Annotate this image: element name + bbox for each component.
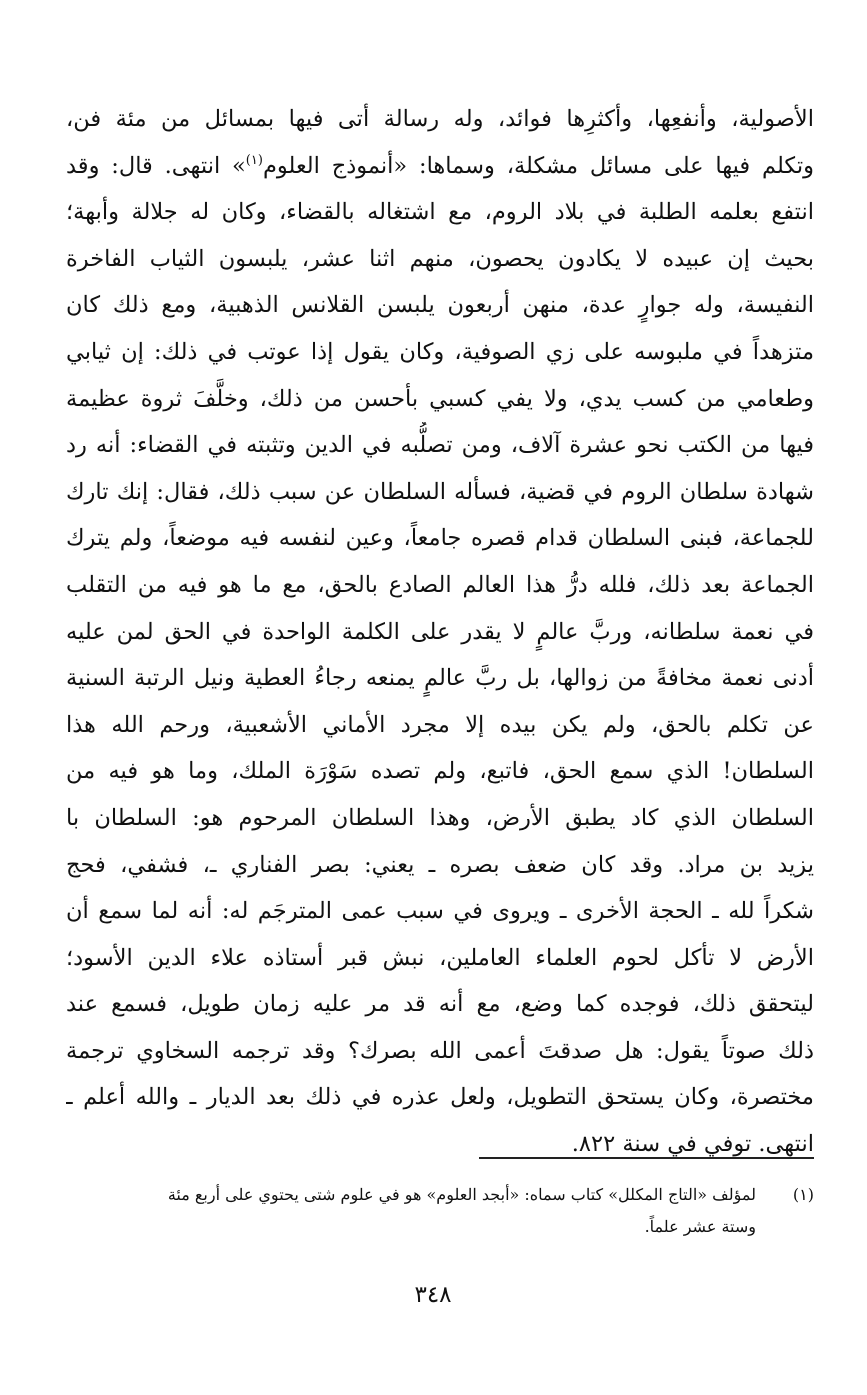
text-line-22: مختصرة، وكان يستحق التطويل، ولعل عذره في ذلك بعد الديار ـ والله أعلم ـ (66, 1084, 814, 1111)
text-line-6: متزهداً في ملبوسه على زي الصوفية، وكان يقول إذا عوتب في ذلك: إن ثيابي (66, 338, 814, 365)
footnote (66, 1179, 814, 1243)
text-line-12: في نعمة سلطانه، وربَّ عالمٍ لا يقدر على الكلمة الواحدة في الحق لمن عليه (66, 618, 814, 645)
text-line-20: ليتحقق ذلك، فوجده كما وضع، مع أنه قد مر عليه زمان طويل، فسمع عند (66, 991, 814, 1018)
footnote-separator (479, 1157, 814, 1159)
text-line-8: فيها من الكتب نحو عشرة آلاف، ومن تصلُّبه في الدين وتثبته في القضاء: أنه رد (66, 432, 814, 459)
text-line-14: عن تكلم بالحق، ولم يكن بيده إلا مجرد الأماني الأشعبية، ورحم الله هذا (66, 711, 814, 738)
footnote-line-2: وستة عشر علماً. (644, 1217, 756, 1236)
text-line-2 (66, 143, 814, 190)
text-line-16: السلطان الذي كاد يطبق الأرض، وهذا السلطان المرحوم هو: السلطان با (66, 804, 814, 831)
text-line-23: انتهى. توفي في سنة ٨٢٢. (571, 1131, 814, 1158)
text-line-18: شكراً لله ـ الحجة الأخرى ـ ويروى في سبب عمى المترجَم له: أنه لما سمع أن (66, 898, 814, 925)
text-line-21: ذلك صوتاً يقول: هل صدقتَ أعمى الله بصرك؟ وقد ترجمه السخاوي ترجمة (66, 1037, 814, 1064)
text-line-7: وطعامي من كسب يدي، ولا يفي كسبي بأحسن من ذلك، وخلَّفَ ثروة عظيمة (66, 385, 814, 412)
text-line-19: الأرض لا تأكل لحوم العلماء العاملين، نبش قبر أستاذه علاء الدين الأسود؛ (66, 944, 814, 971)
footnote-line-1 (66, 1179, 814, 1211)
page-number: ٣٤٨ (414, 1282, 452, 1308)
text-line-2-end: وقد (66, 152, 100, 179)
text-line-13: أدنى نعمة مخافةً من زوالها، بل ربَّ عالمٍ يمنعه رجاءُ العطية ونيل الرتبة السنية (66, 665, 814, 692)
text-line-9: شهادة سلطان الروم في قضية، فسأله السلطان عن سبب ذلك، فقال: إنك تارك (66, 478, 814, 505)
footnote-number: (١) (792, 1185, 814, 1204)
footnote-text-1: لمؤلف «التاج المكلل» كتاب سماه: «أبجد العلوم» هو في علوم شتى يحتوي على أربع مئة (167, 1185, 756, 1204)
text-line-3: انتفع بعلمه الطلبة في بلاد الروم، مع اشتغاله بالقضاء، وكان له جلالة وأبهة؛ (66, 199, 814, 226)
main-text (66, 96, 814, 1168)
text-line-2-middle: » انتهى. قال: (111, 152, 246, 179)
text-line-10: للجماعة، فبنى السلطان قدام قصره جامعاً، وعين لنفسه فيه موضعاً، ولم يترك (66, 525, 814, 552)
text-line-1: الأصولية، وأنفعِها، وأكثرِها فوائد، وله رسالة أتى فيها بمسائل من مئة فن، (66, 106, 814, 132)
text-line-2-start: وتكلم فيها على مسائل مشكلة، وسماها: «أنموذج العلوم (262, 152, 814, 179)
text-line-15: السلطان! الذي سمع الحق، فاتبع، ولم تصده سَوْرَة الملك، وما هو فيه من (66, 758, 814, 785)
text-line-4: بحيث إن عبيده لا يكادون يحصون، منهم اثنا عشر، يلبسون الثياب الفاخرة (66, 245, 814, 272)
text-line-11: الجماعة بعد ذلك، فلله درُّ هذا العالم الصادع بالحق، مع ما هو فيه من التقلب (66, 571, 814, 598)
footnote-reference-marker: (١) (245, 152, 263, 168)
text-line-5: النفيسة، وله جوارٍ عدة، منهن أربعون يلبسن القلانس الذهبية، ومع ذلك كان (66, 292, 814, 319)
text-line-17: يزيد بن مراد. وقد كان ضعف بصره ـ يعني: بصر الفناري ـ، فشفي، فحج (66, 851, 814, 878)
